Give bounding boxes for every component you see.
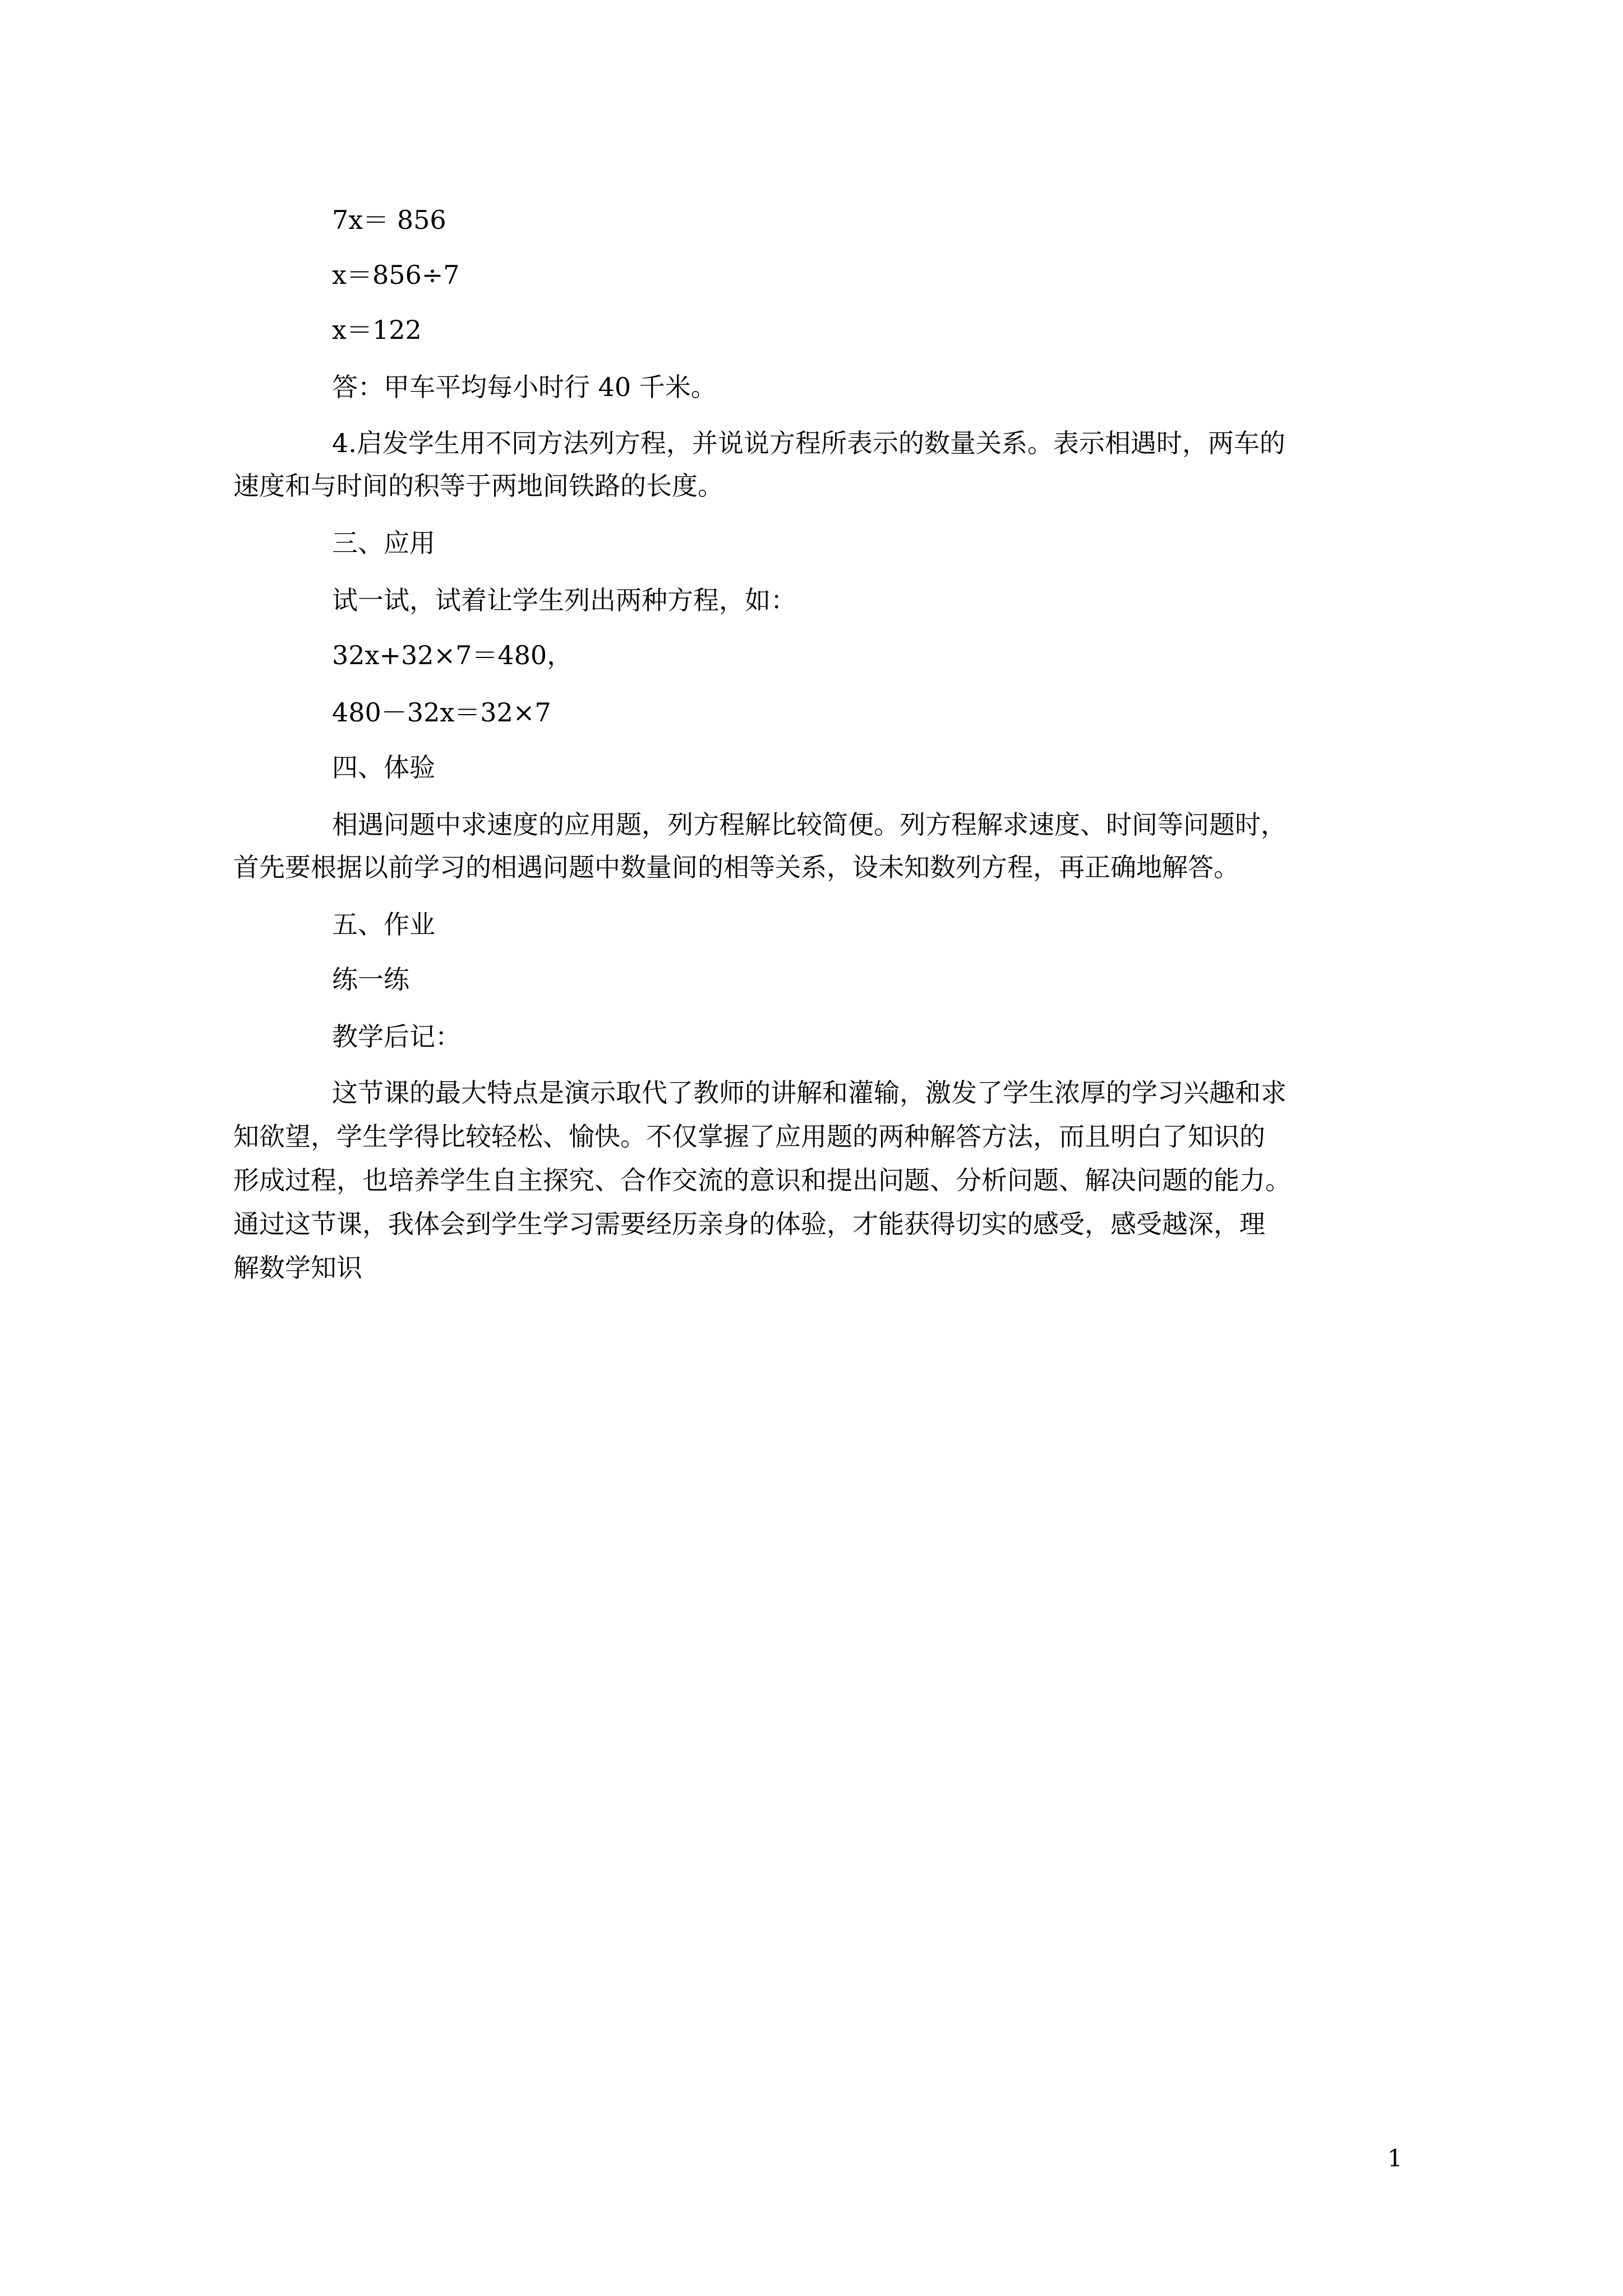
paragraph-line: 这节课的最大特点是演示取代了教师的讲解和灌输，激发了学生浓厚的学习兴趣和求 xyxy=(332,1078,1287,1108)
paragraph-line: 试一试，试着让学生列出两种方程，如： xyxy=(332,585,796,615)
section-heading: 三、应用 xyxy=(332,528,435,558)
paragraph-line: 解数学知识 xyxy=(233,1253,362,1283)
page-number: 1 xyxy=(1387,2145,1403,2172)
paragraph-line: 速度和与时间的积等于两地间铁路的长度。 xyxy=(233,471,723,501)
equation-line: x＝122 xyxy=(332,315,422,345)
paragraph-line: 相遇问题中求速度的应用题，列方程解比较简便。列方程解求速度、时间等问题时， xyxy=(332,809,1287,840)
paragraph-line: 形成过程，也培养学生自主探究、合作交流的意识和提出问题、分析问题、解决问题的能力。 xyxy=(233,1165,1291,1195)
section-heading: 五、作业 xyxy=(332,909,435,940)
paragraph-line: 练一练 xyxy=(332,964,409,995)
paragraph-line: 教学后记： xyxy=(332,1022,461,1052)
section-heading: 四、体验 xyxy=(332,752,435,783)
answer-line: 答：甲车平均每小时行 40 千米。 xyxy=(332,372,717,402)
equation-line: 32x+32×7＝480， xyxy=(332,640,573,670)
equation-line: 480－32x＝32×7 xyxy=(332,697,551,728)
paragraph-line: 通过这节课，我体会到学生学习需要经历亲身的体验，才能获得切实的感受，感受越深，理 xyxy=(233,1209,1265,1239)
paragraph-line: 首先要根据以前学习的相遇问题中数量间的相等关系，设未知数列方程，再正确地解答。 xyxy=(233,852,1239,882)
paragraph-line: 知欲望，学生学得比较轻松、愉快。不仅掌握了应用题的两种解答方法，而且明白了知识的 xyxy=(233,1121,1265,1152)
equation-line: 7x＝ 856 xyxy=(332,205,446,235)
equation-line: x＝856÷7 xyxy=(332,260,460,290)
paragraph-line: 4.启发学生用不同方法列方程，并说说方程所表示的数量关系。表示相遇时，两车的 xyxy=(332,428,1285,458)
